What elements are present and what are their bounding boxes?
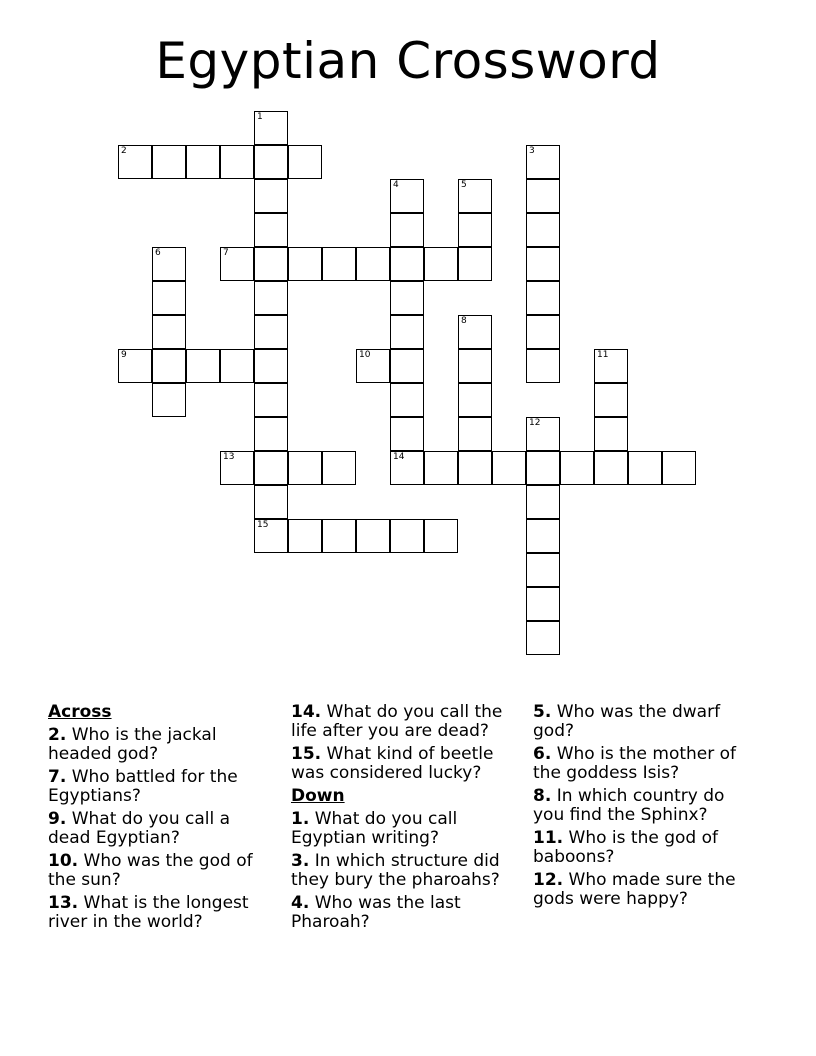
grid-cell[interactable] (390, 213, 424, 247)
grid-cell[interactable] (390, 281, 424, 315)
grid-cell[interactable] (526, 179, 560, 213)
cell-number: 11 (597, 350, 609, 360)
grid-cell[interactable] (390, 451, 424, 485)
grid-cell[interactable] (526, 587, 560, 621)
grid-cell[interactable] (458, 247, 492, 281)
grid-cell[interactable] (254, 417, 288, 451)
clue-number: 8. (533, 786, 552, 806)
clue-across-7 (48, 768, 276, 806)
grid-cell[interactable] (526, 349, 560, 383)
grid-cell[interactable] (254, 145, 288, 179)
clue-down-5 (533, 703, 761, 741)
grid-cell[interactable] (288, 451, 322, 485)
grid-cell[interactable] (458, 417, 492, 451)
clue-column-3 (533, 703, 761, 913)
grid-cell[interactable] (322, 451, 356, 485)
clue-across-15 (291, 745, 519, 783)
grid-cell[interactable] (560, 451, 594, 485)
grid-cell[interactable] (254, 281, 288, 315)
grid-cell[interactable] (288, 247, 322, 281)
grid-cell[interactable] (220, 349, 254, 383)
grid-cell[interactable] (254, 179, 288, 213)
grid-cell[interactable] (322, 247, 356, 281)
clue-text: Who was the last Pharoah? (291, 893, 461, 932)
grid-cell[interactable] (526, 621, 560, 655)
grid-cell[interactable] (526, 485, 560, 519)
cell-number: 15 (257, 520, 269, 530)
grid-cell[interactable] (220, 145, 254, 179)
clue-text: What do you call a dead Egyptian? (48, 809, 231, 848)
cell-number: 9 (121, 350, 127, 360)
clue-number: 7. (48, 767, 67, 787)
clue-across-14 (291, 703, 519, 741)
grid-cell[interactable] (186, 349, 220, 383)
clue-text: Who was the dwarf god? (533, 702, 721, 741)
clue-number: 10. (48, 851, 79, 871)
cell-number: 13 (223, 452, 235, 462)
cell-number: 4 (393, 180, 399, 190)
cell-number: 14 (393, 452, 405, 462)
grid-cell[interactable] (594, 349, 628, 383)
grid-cell[interactable] (458, 213, 492, 247)
grid-cell[interactable] (152, 349, 186, 383)
down-heading: Down (291, 786, 345, 806)
grid-cell[interactable] (152, 247, 186, 281)
grid-cell[interactable] (492, 451, 526, 485)
clue-text: What do you call Egyptian writing? (291, 809, 458, 848)
grid-cell[interactable] (628, 451, 662, 485)
grid-cell[interactable] (458, 315, 492, 349)
clue-text: In which structure did they bury the pharoahs? (291, 851, 500, 890)
clue-text: Who is the mother of the goddess Isis? (533, 744, 737, 783)
grid-cell[interactable] (526, 315, 560, 349)
grid-cell[interactable] (322, 519, 356, 553)
grid-cell[interactable] (662, 451, 696, 485)
grid-cell[interactable] (526, 553, 560, 587)
clue-number: 3. (291, 851, 310, 871)
cell-number: 2 (121, 146, 127, 156)
clue-number: 5. (533, 702, 552, 722)
clue-text: Who made sure the gods were happy? (533, 870, 736, 909)
grid-cell[interactable] (390, 179, 424, 213)
clue-text: Who is the god of baboons? (533, 828, 718, 867)
clue-number: 11. (533, 828, 564, 848)
grid-cell[interactable] (254, 383, 288, 417)
clue-down-11 (533, 829, 761, 867)
clue-down-6 (533, 745, 761, 783)
cell-number: 1 (257, 112, 263, 122)
clue-column-2 (291, 703, 519, 936)
cell-number: 5 (461, 180, 467, 190)
clue-down-12 (533, 871, 761, 909)
clue-across-9 (48, 810, 276, 848)
grid-cell[interactable] (152, 281, 186, 315)
clue-text: Who was the god of the sun? (48, 851, 253, 890)
grid-cell[interactable] (356, 349, 390, 383)
clue-down-8 (533, 787, 761, 825)
cell-number: 10 (359, 350, 371, 360)
grid-cell[interactable] (152, 315, 186, 349)
clue-down-1 (291, 810, 519, 848)
grid-cell[interactable] (390, 417, 424, 451)
grid-cell[interactable] (390, 519, 424, 553)
clue-number: 4. (291, 893, 310, 913)
clue-down-3 (291, 852, 519, 890)
grid-cell[interactable] (186, 145, 220, 179)
grid-cell[interactable] (526, 451, 560, 485)
cell-number: 8 (461, 316, 467, 326)
cell-number: 6 (155, 248, 161, 258)
grid-cell[interactable] (526, 247, 560, 281)
clue-across-10 (48, 852, 276, 890)
clue-number: 1. (291, 809, 310, 829)
grid-cell[interactable] (288, 519, 322, 553)
grid-cell[interactable] (594, 417, 628, 451)
clue-across-13 (48, 894, 276, 932)
across-heading: Across (48, 702, 112, 722)
grid-cell[interactable] (356, 247, 390, 281)
grid-cell[interactable] (458, 179, 492, 213)
grid-cell[interactable] (390, 315, 424, 349)
grid-cell[interactable] (424, 451, 458, 485)
clue-number: 9. (48, 809, 67, 829)
grid-cell[interactable] (118, 349, 152, 383)
clue-column-1 (48, 703, 276, 936)
grid-cell[interactable] (458, 383, 492, 417)
grid-cell[interactable] (594, 383, 628, 417)
clue-text: What do you call the life after you are dead? (291, 702, 503, 741)
grid-cell[interactable] (390, 247, 424, 281)
grid-cell[interactable] (254, 451, 288, 485)
clue-text: What kind of beetle was considered lucky? (291, 744, 494, 783)
grid-cell[interactable] (390, 383, 424, 417)
grid-cell[interactable] (254, 519, 288, 553)
grid-cell[interactable] (152, 383, 186, 417)
grid-cell[interactable] (254, 213, 288, 247)
clue-text: What is the longest river in the world? (48, 893, 249, 932)
clue-text: In which country do you find the Sphinx? (533, 786, 725, 825)
clue-text: Who is the jackal headed god? (48, 725, 217, 764)
grid-cell[interactable] (254, 485, 288, 519)
grid-cell[interactable] (254, 349, 288, 383)
grid-cell[interactable] (526, 519, 560, 553)
grid-cell[interactable] (458, 349, 492, 383)
clue-number: 15. (291, 744, 322, 764)
grid-cell[interactable] (526, 281, 560, 315)
grid-cell[interactable] (152, 145, 186, 179)
clue-number: 6. (533, 744, 552, 764)
grid-cell[interactable] (526, 145, 560, 179)
grid-cell[interactable] (390, 349, 424, 383)
grid-cell[interactable] (526, 213, 560, 247)
page-title: Egyptian Crossword (155, 32, 661, 90)
grid-cell[interactable] (254, 315, 288, 349)
grid-cell[interactable] (424, 247, 458, 281)
grid-cell[interactable] (254, 247, 288, 281)
grid-cell[interactable] (288, 145, 322, 179)
clue-number: 14. (291, 702, 322, 722)
grid-cell[interactable] (458, 451, 492, 485)
clue-number: 12. (533, 870, 564, 890)
grid-cell[interactable] (118, 145, 152, 179)
cell-number: 3 (529, 146, 535, 156)
cell-number: 12 (529, 418, 541, 428)
clue-across-2 (48, 726, 276, 764)
grid-cell[interactable] (594, 451, 628, 485)
grid-cell[interactable] (220, 451, 254, 485)
cell-number: 7 (223, 248, 229, 258)
grid-cell[interactable] (220, 247, 254, 281)
clue-number: 2. (48, 725, 67, 745)
grid-cell[interactable] (356, 519, 390, 553)
clue-down-4 (291, 894, 519, 932)
clue-number: 13. (48, 893, 79, 913)
grid-cell[interactable] (526, 417, 560, 451)
grid-cell[interactable] (254, 111, 288, 145)
clue-text: Who battled for the Egyptians? (48, 767, 238, 806)
grid-cell[interactable] (424, 519, 458, 553)
